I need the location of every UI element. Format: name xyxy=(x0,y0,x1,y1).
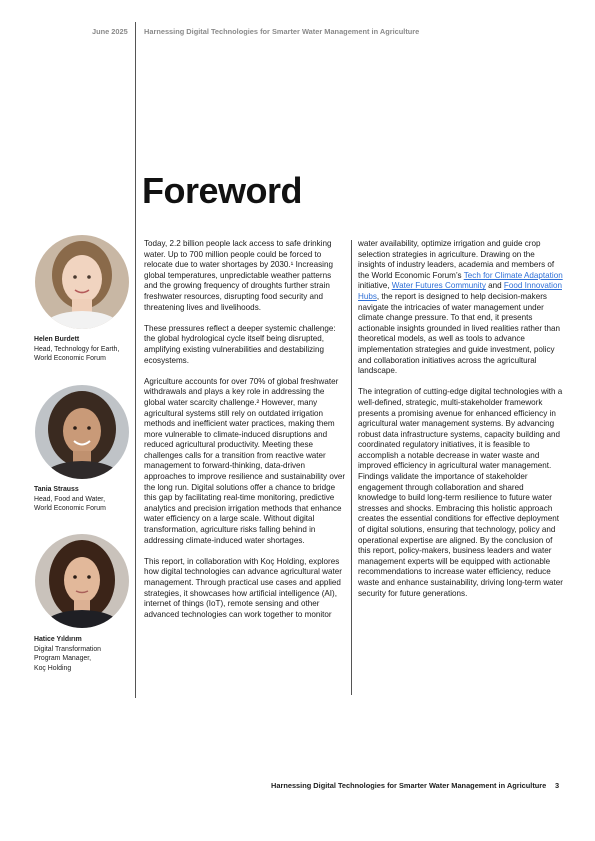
paragraph: These pressures reflect a deeper systemic challenge: the global hydrological cycle itself being disrupted, amplifying existing vulnerabilities and destabilizing ecosystems. xyxy=(144,323,336,365)
paragraph: Today, 2.2 billion people lack access to safe drinking water. Up to 700 million people could be forced to relocate due to water shortages by 2030.¹ Increasing global temperatures, unpredictable weather patterns and the growing frequency of droughts further strain freshwater resources, disrupting food security and threatening lives and livelihoods. xyxy=(144,239,333,312)
person-helen-burdett xyxy=(34,335,134,364)
body-column-right xyxy=(358,239,563,610)
text-run: water availability, optimize irrigation and guide crop selection strategies in agriculture. Drawing on the insights of industry leaders, academia and members of the World Economic Forum’s xyxy=(358,239,555,280)
paragraph xyxy=(358,239,563,377)
link-tech-for-climate-adaptation[interactable]: Tech for Climate Adaptation xyxy=(463,270,563,280)
link-food-innovation-hubs[interactable]: Food Innovation Hubs xyxy=(358,281,562,301)
portrait-helen-burdett xyxy=(35,235,129,329)
person-name: Hatice Yıldırım xyxy=(34,636,82,643)
paragraph: This report, in collaboration with Koç Holding, explores how digital technologies can advance agricultural water management. Through practical use cases and applied strategies, it showcases how artificial intelligence (AI), internet of things (IoT), remote sensing and other advanced technologies can work together to monitor xyxy=(144,556,342,619)
column-divider xyxy=(351,240,352,695)
person-name: Helen Burdett xyxy=(34,336,80,343)
footer-title: Harnessing Digital Technologies for Smarter Water Management in Agriculture xyxy=(271,781,547,790)
portrait-tania-strauss xyxy=(35,385,129,479)
person-role: Head, Technology for Earth, World Economic Forum xyxy=(34,345,120,363)
text-run: initiative, xyxy=(358,281,392,291)
header-date: June 2025 xyxy=(92,27,128,36)
text-run: , the report is designed to help decision-makers navigate the intricacies of water management under climate change pressure. To that end, it presents actionable insights grounded in lived realities rather than theoretical models, as well as tools to advance implementation strategies and guide investment, policy and collaboration initiatives across the agricultural landscape. xyxy=(358,291,561,376)
vertical-divider xyxy=(135,22,136,698)
person-role: Head, Food and Water, World Economic Forum xyxy=(34,495,106,513)
person-hatice-yildirim xyxy=(34,635,134,673)
page-title: Foreword xyxy=(142,170,303,211)
paragraph: The integration of cutting-edge digital technologies with a well-defined, strategic, multi-stakeholder framework presents a promising avenue for enhanced efficiency in agricultural water management systems. By advancing robust data infrastructure systems, capacity building and coordinated regulatory initiatives, it is feasible to accomplish a notable decrease in water waste and improved efficiency in agricultural water management. Findings validate the importance of stakeholder engagement through collaboration and shared knowledge to build long-term resilience to future water stresses and shocks. Embracing this holistic approach creates the essential conditions for effective deployment of digital solutions, ensuring that technology, policy and operational expertise are aligned. By the conclusion of this report, policy-makers, business leaders and water management experts will be equipped with actionable recommendations to increase water efficiency, reduce waste and enhance sustainability, driving long-term water security for future generations. xyxy=(358,387,563,598)
person-name: Tania Strauss xyxy=(34,486,79,493)
link-water-futures-community[interactable]: Water Futures Community xyxy=(391,281,486,291)
portrait-hatice-yildirim xyxy=(35,534,129,628)
body-column-left xyxy=(144,239,346,631)
header-title: Harnessing Digital Technologies for Smarter Water Management in Agriculture xyxy=(144,27,420,36)
text-run: and xyxy=(485,281,504,291)
page-number: 3 xyxy=(555,781,560,790)
person-tania-strauss xyxy=(34,485,134,514)
person-role: Digital Transformation Program Manager, Koç Holding xyxy=(34,645,102,672)
paragraph: Agriculture accounts for over 70% of global freshwater withdrawals and plays a key role in addressing the global water scarcity challenge.² However, many agricultural systems still rely on outdated irrigation methods and inefficient water practices, making them more vulnerable to climate-induced disruptions and reduced agricultural productivity. Meeting these challenges calls for a transition from reactive water management to forward-thinking, data-driven approaches to improve resilience and sustainability over the long run. Digital solutions offer a chance to bridge this gap by facilitating real-time monitoring, predictive analytics and precision irrigation methods that enhance water efficiency on a large scale. Without digital transformation, agriculture risks falling behind in addressing climate-induced water shortages. xyxy=(144,376,346,545)
